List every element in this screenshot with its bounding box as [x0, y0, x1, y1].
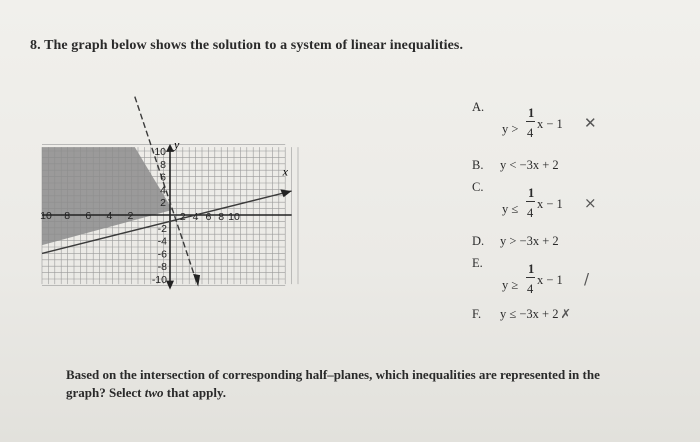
x-tick-label: 8 — [64, 210, 71, 222]
choice-inequality: y < −3x + 2 — [500, 158, 559, 172]
inequality-lhs: y ≤ — [502, 202, 519, 216]
instruction-part-2: that apply. — [163, 385, 227, 400]
y-tick-label: 10 — [154, 146, 166, 158]
x-tick-label: 4 — [106, 210, 113, 222]
inequality-rhs: x − 1 — [537, 197, 563, 211]
choice-letter: B. — [472, 158, 484, 172]
y-tick-label: 2 — [160, 197, 166, 210]
inequality-graph — [40, 80, 300, 350]
question-number: 8. — [30, 38, 41, 53]
question-text — [30, 38, 463, 54]
choice-letter: E. — [472, 256, 483, 270]
choice-inequality: y > −3x + 2 — [500, 234, 559, 248]
solution-region — [42, 147, 173, 245]
handwritten-mark: × — [584, 194, 597, 212]
arrow-steep — [193, 274, 200, 287]
fraction-denominator: 4 — [527, 282, 534, 296]
y-axis-arrow — [166, 144, 174, 152]
choice-1[interactable] — [472, 100, 500, 115]
instruction-line-2 — [66, 384, 666, 402]
question-prompt: The graph below shows the solution to a system of linear inequalities. — [44, 38, 464, 53]
handwritten-mark: ✕ — [584, 114, 597, 132]
inequality-rhs: x − 1 — [537, 273, 563, 287]
instruction-emphasis: two — [144, 385, 164, 400]
fraction-numerator: 1 — [528, 106, 535, 120]
y-tick-label: -6 — [157, 248, 167, 261]
fraction-bar — [526, 277, 535, 278]
x-tick-label: 10 — [228, 211, 240, 223]
handwritten-mark: ✗ — [560, 306, 571, 321]
x-tick-label: 10 — [40, 210, 52, 222]
fraction-numerator: 1 — [528, 262, 535, 276]
choice-4[interactable] — [472, 234, 559, 249]
choice-3[interactable] — [472, 180, 500, 195]
choice-letter: C. — [472, 180, 484, 194]
x-axis-label: x — [282, 164, 288, 179]
y-axis-label: y — [174, 137, 180, 152]
fraction-numerator: 1 — [528, 186, 535, 200]
fraction-bar — [526, 121, 535, 122]
fraction-denominator: 4 — [527, 206, 534, 220]
handwritten-mark: / — [584, 270, 590, 288]
inequality-rhs: x − 1 — [537, 117, 563, 131]
y-tick-label: -4 — [157, 235, 167, 248]
choice-6[interactable] — [472, 306, 571, 322]
answer-choices — [472, 100, 672, 340]
y-tick-label: 4 — [160, 184, 166, 197]
x-tick-label: 4 — [192, 211, 199, 223]
instruction-line-1: Based on the intersection of corresponding half–planes, which inequalities are represented in the — [66, 367, 600, 382]
choice-letter: D. — [472, 234, 485, 248]
y-tick-label: 6 — [160, 171, 166, 184]
y-tick-label: 8 — [160, 158, 166, 171]
instruction-part-1: graph? Select — [66, 385, 145, 400]
x-tick-label: 6 — [85, 210, 92, 222]
x-tick-label: 2 — [127, 210, 134, 222]
y-tick-label: -2 — [157, 222, 167, 235]
x-tick-label: 2 — [179, 211, 186, 223]
inequality-lhs: y ≥ — [502, 278, 519, 292]
inequality-lhs: y > — [502, 122, 519, 136]
x-tick-label: 6 — [205, 211, 212, 223]
choice-2[interactable] — [472, 158, 559, 173]
choice-5[interactable] — [472, 256, 500, 271]
y-tick-label: -10 — [151, 274, 167, 286]
choice-inequality: y ≤ −3x + 2 — [500, 307, 559, 321]
y-tick-label: -8 — [157, 261, 167, 274]
choice-letter: F. — [472, 307, 482, 321]
fraction-denominator: 4 — [527, 126, 534, 140]
instruction-text — [66, 366, 666, 402]
fraction-bar — [526, 201, 535, 202]
x-tick-label: 8 — [218, 211, 225, 223]
choice-letter: A. — [472, 100, 485, 114]
